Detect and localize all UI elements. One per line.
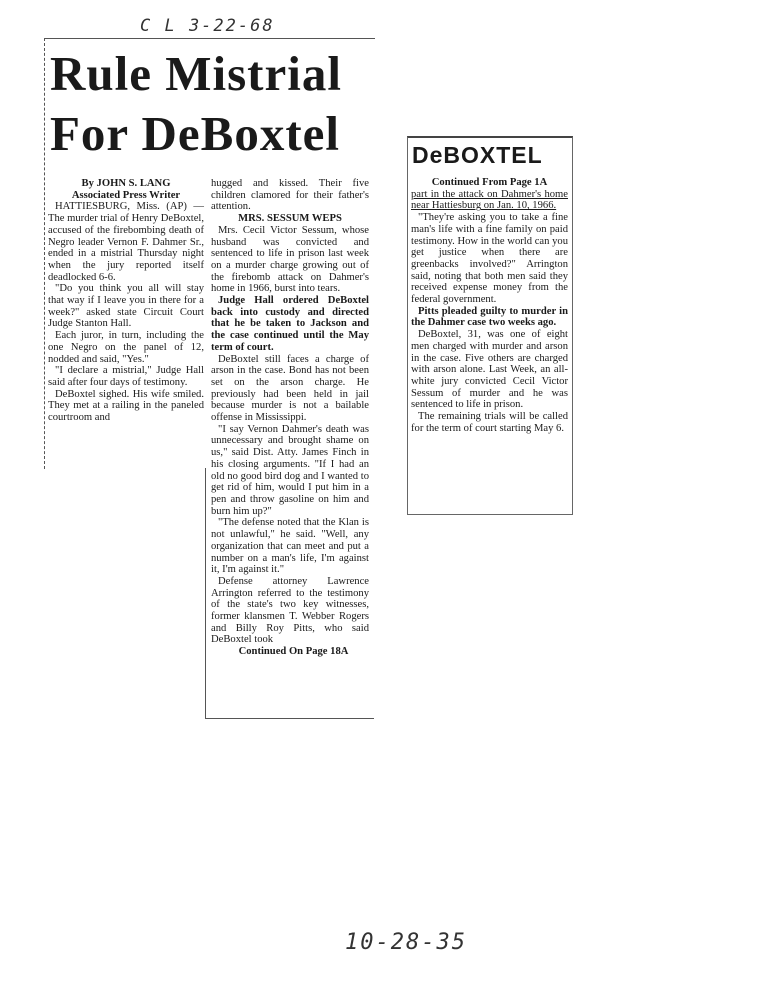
article-column-2 (211, 178, 369, 658)
subhead: MRS. SESSUM WEPS (238, 213, 342, 225)
continued-from-note: Continued From Page 1A (431, 177, 548, 188)
continued-on-note: Continued On Page 18A (238, 646, 349, 658)
paragraph: hugged and kissed. Their five children clamored for their father's attention. (211, 178, 369, 213)
article-headline (50, 44, 370, 164)
byline-title: Associated Press Writer (71, 189, 181, 201)
paragraph (411, 189, 568, 212)
headline-line-1: Rule Mistrial (50, 46, 342, 101)
continuation-title: DeBOXTEL (412, 142, 543, 168)
paragraph: "They're asking you to take a fine man's life with a fine family on paid testimony. How in the world can you get justice when there are greenbacks involved?" Arrington said, noting that both men said they received expense money from the federal government. (411, 212, 568, 306)
paragraph: "The defense noted that the Klan is not unlawful," he said. "Well, any organization that can meet and put a number on a man's life, I'm against it, I'm against it." (211, 517, 369, 576)
paragraph: The remaining trials will be called for the term of court starting May 6. (411, 411, 568, 434)
paragraph: "I say Vernon Dahmer's death was unnecessary and brought shame on us," said Dist. Atty. James Finch in his closing arguments. "If I had an old no good bird dog and I wanted to get rid of him, would I put him in a pen and throw gasoline on him and burn him up?" (211, 423, 369, 517)
byline: By JOHN S. LANG (81, 178, 171, 189)
paragraph: Pitts pleaded guilty to murder in the Dahmer case two weeks ago. (411, 305, 568, 329)
paragraph: Judge Hall ordered DeBoxtel back into custody and directed that he be taken to Jackson and the case continued until the May term of court. (211, 295, 369, 353)
continuation-column (411, 177, 568, 434)
paragraph: Each juror, in turn, including the one Negro on the panel of 12, nodded and said, "Yes." (48, 330, 204, 365)
paragraph: DeBoxtel, 31, was one of eight men charged with murder and arson in the case. Five others are charged with arson alone. Last Week, an all-white jury convicted Cecil Victor Sessum of murder and he was sentenced to life in prison. (411, 329, 568, 411)
handwritten-file-number: 10-28-35 (345, 930, 467, 955)
paragraph: HATTIESBURG, Miss. (AP) — The murder trial of Henry DeBoxtel, accused of the firebombing death of Negro leader Vernon F. Dahmer Sr., ended in a mistrial Thursday night when the jury reported itself deadlocked 6-6. (48, 201, 204, 283)
headline-line-2: For DeBoxtel (50, 106, 341, 161)
paragraph: "Do you think you all will stay that way if I leave you in there for a week?" asked state Circuit Court Judge Stanton Hall. (48, 283, 204, 330)
paragraph: DeBoxtel sighed. His wife smiled. They met at a railing in the paneled courtroom and (48, 388, 204, 424)
paragraph: Defense attorney Lawrence Arrington referred to the testimony of the state's two key witnesses, former klansmen T. Webber Rogers and Billy Roy Pitts, who said DeBoxtel took (211, 575, 369, 646)
underlined-text: part in the attack on Dahmer's home near Hattiesburg on Jan. 10, 1966. (411, 188, 568, 212)
handwritten-date-annotation: C L 3-22-68 (140, 16, 275, 36)
paragraph: DeBoxtel still faces a charge of arson in the case. Bond has not been set on the arson charge. He previously had been held in jail because murder is not a bailable offense in Mississippi. (211, 353, 369, 424)
paragraph: Mrs. Cecil Victor Sessum, whose husband was convicted and sentenced to life in prison last week on a murder charge growing out of the firebomb attack on Dahmer's home in 1966, burst into tears. (211, 224, 369, 295)
paragraph: "I declare a mistrial," Judge Hall said after four days of testimony. (48, 365, 204, 388)
article-column-1 (48, 178, 204, 424)
